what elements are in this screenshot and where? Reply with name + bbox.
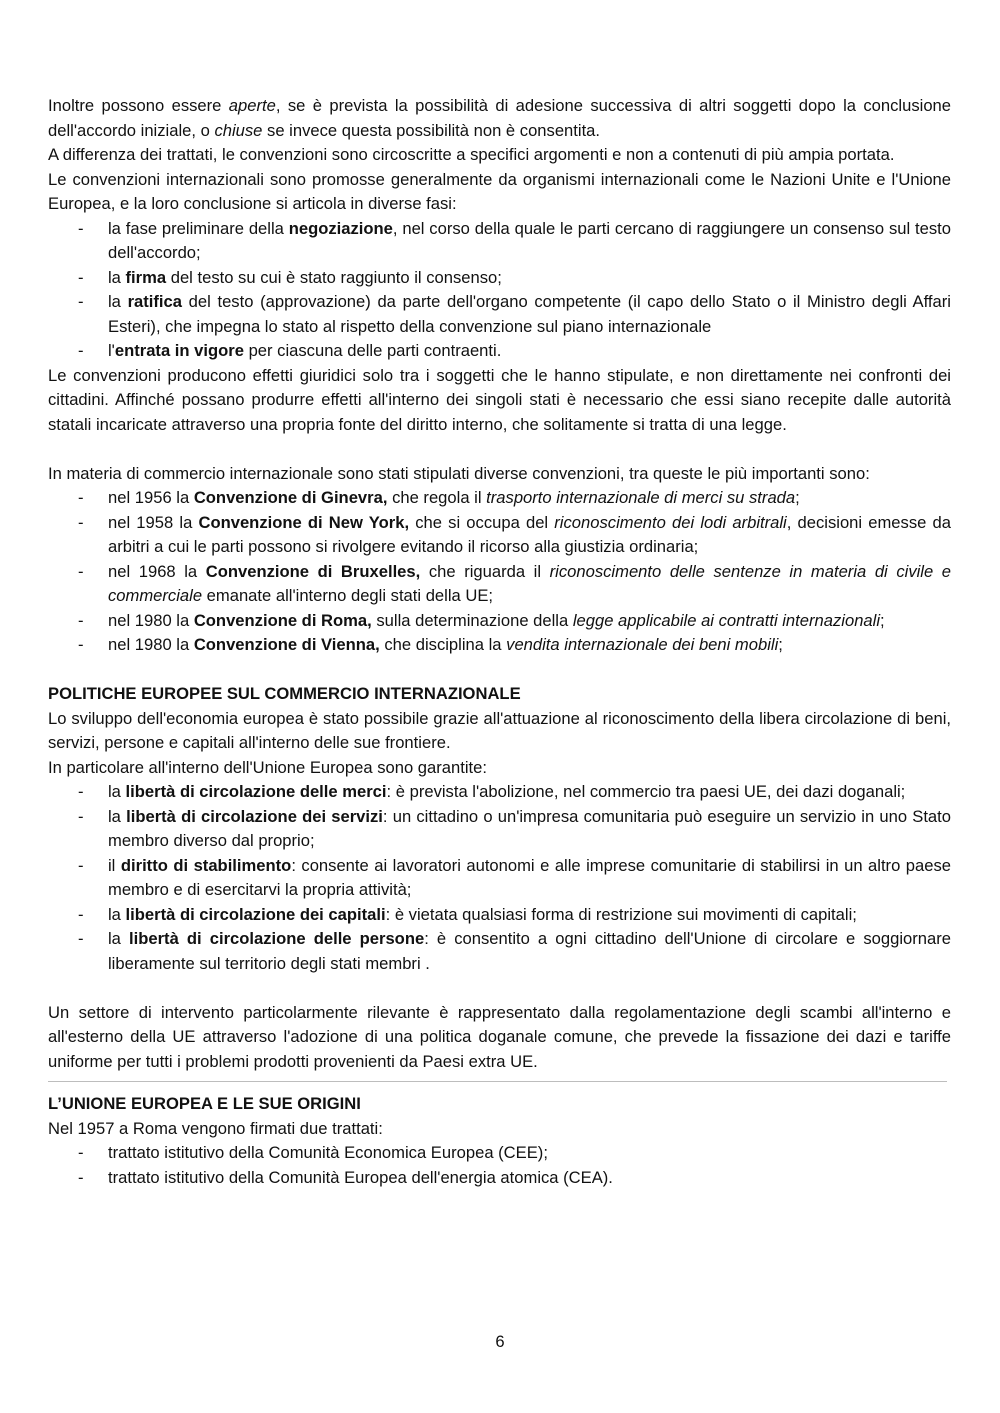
list-item: - l'entrata in vigore per ciascuna delle parti contraenti. [78,341,502,360]
paragraph-free-circulation: Lo sviluppo dell'economia europea è stato possibile grazie all'attuazione al riconoscimento della libera circolazione di beni, servizi, persone e capitali all'interno delle sue frontiere. [48,708,951,752]
list-item: - nel 1980 la Convenzione di Roma, sulla determinazione della legge applicabile ai contratti internazionali; [78,610,885,630]
paragraph-legal-effects: Le convenzioni producono effetti giuridici solo tra i soggetti che le hanno stipulate, e non direttamente nei confronti dei cittadini. Affinché possano produrre effetti all'interno dei singoli stati è necessario che essi siano recepite dalle autorità statali incaricate attraverso una propria fonte del diritto interno, che solitamente si tratta di una legge. [48,365,951,434]
treaties-list [48,1141,951,1190]
list-item: - la libertà di circolazione dei servizi: un cittadino o un'impresa comunitaria può eseguire un servizio in uno Stato membro diverso dal proprio; [78,806,952,850]
section-heading-ue: L’UNIONE EUROPEA E LE SUE ORIGINI [48,1094,361,1113]
list-item: - nel 1968 la Convenzione di Bruxelles, che riguarda il riconoscimento delle sentenze in materia di civile e commerciale emanate all'interno degli stati della UE; [78,561,952,605]
freedoms-list [48,780,951,976]
list-item: - nel 1956 la Convenzione di Ginevra, che regola il trasporto internazionale di merci su strada; [78,488,800,507]
section-heading-politiche: POLITICHE EUROPEE SUL COMMERCIO INTERNAZIONALE [48,684,521,703]
paragraph-trade-conventions: In materia di commercio internazionale sono stati stipulati diverse convenzioni, tra queste le più importanti sono: [48,463,870,483]
paragraph-customs-policy: Un settore di intervento particolarmente rilevante è rappresentato dalla regolamentazione degli scambi all'interno e all'esterno della UE attraverso l'adozione di una politica doganale comune, che prevede la fissazione dei dazi e tariffe uniforme per tutti i problemi prodotti provenienti da Paesi extra UE. [48,1002,951,1071]
list-item: - la ratifica del testo (approvazione) da parte dell'organo competente (il capo dello Stato o il Ministro degli Affari Esteri), che impegna lo stato al rispetto della convenzione sul piano internazionale [78,292,951,336]
list-item: - trattato istitutivo della Comunità Europea dell'energia atomica (CEA). [78,1167,613,1187]
phases-list [48,217,951,364]
paragraph-guaranteed: In particolare all'interno dell'Unione Europea sono garantite: [48,757,487,777]
paragraph-conventions-scope: A differenza dei trattati, le convenzioni sono circoscritte a specifici argomenti e non a contenuti di più ampia portata. [48,145,895,164]
list-item: - trattato istitutivo della Comunità Economica Europea (CEE); [78,1143,548,1162]
conventions-list [48,486,951,658]
list-item: - la libertà di circolazione delle merci: è prevista l'abolizione, nel commercio tra paesi UE, dei dazi doganali; [78,782,906,801]
list-item: - nel 1958 la Convenzione di New York, che si occupa del riconoscimento dei lodi arbitrali, decisioni emesse da arbitri a cui le parti possono si rivolgere evitando il ricorso alla giustizia ordinaria; [78,512,951,556]
list-item: - la libertà di circolazione dei capitali: è vietata qualsiasi forma di restrizione sui movimenti di capitali; [78,904,857,924]
paragraph-treaties-1957: Nel 1957 a Roma vengono firmati due trattati: [48,1118,383,1138]
paragraph-conventions-phases: Le convenzioni internazionali sono promosse generalmente da organismi internazionali come le Nazioni Unite e l'Unione Europea, e la loro conclusione si articola in diverse fasi: [48,169,951,213]
list-item: - la fase preliminare della negoziazione, nel corso della quale le parti cercano di raggiungere un consenso sul testo dell'accordo; [78,218,951,262]
list-item: - la firma del testo su cui è stato raggiunto il consenso; [78,267,502,287]
page-number: 6 [495,1332,505,1351]
paragraph-open-closed: Inoltre possono essere aperte, se è prevista la possibilità di adesione successiva di altri soggetti dopo la conclusione dell'accordo iniziale, o chiuse se invece questa possibilità non è consentita. [48,96,952,140]
list-item: - nel 1980 la Convenzione di Vienna, che disciplina la vendita internazionale dei beni mobili; [78,635,783,654]
horizontal-divider [48,1081,947,1082]
list-item: - il diritto di stabilimento: consente ai lavoratori autonomi e alle imprese comunitarie di stabilirsi in un altro paese membro e di esercitarvi la propria attività; [78,855,951,899]
list-item: - la libertà di circolazione delle persone: è consentito a ogni cittadino dell'Unione di circolare e soggiornare liberamente sul territorio degli stati membri . [78,929,952,973]
